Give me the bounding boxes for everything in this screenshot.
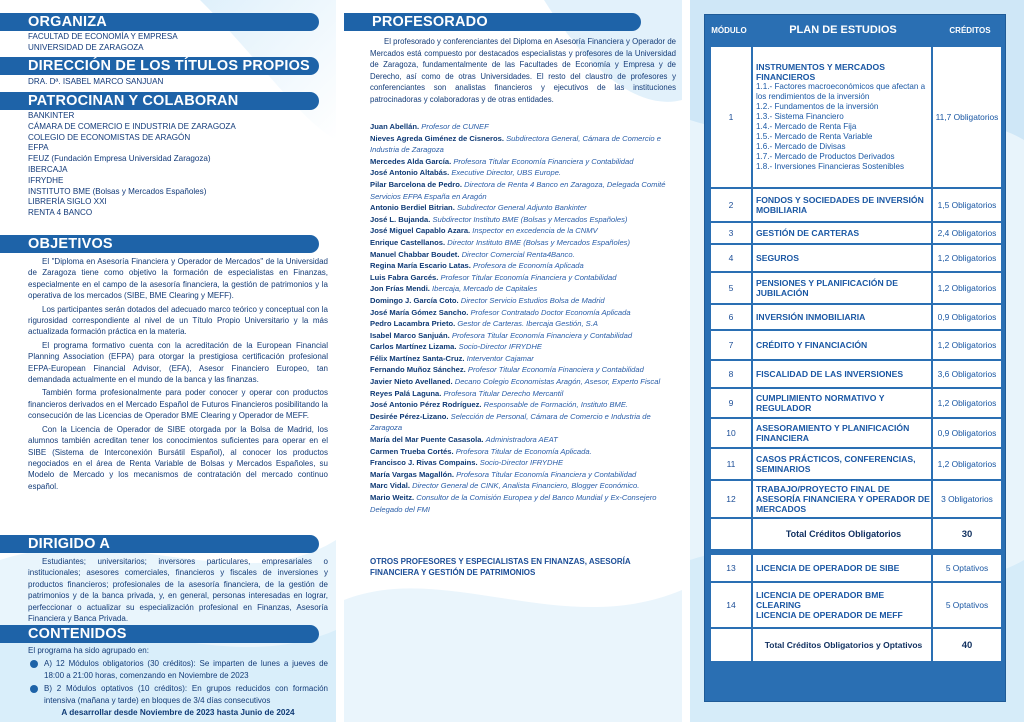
submodule-item: 1.4.- Mercado de Renta Fija	[756, 122, 857, 132]
sponsor-item: FEUZ (Fundación Empresa Universidad Zaragoza)	[28, 154, 211, 164]
contenidos-item	[28, 658, 328, 681]
module-number: 3	[711, 223, 751, 243]
module-title: ASESORAMIENTO Y PLANIFICACIÓN FINANCIERA	[753, 419, 931, 447]
professor-role: Director Servicio Estudios Bolsa de Madrid	[460, 295, 605, 305]
professor-name: José María Gómez Sancho.	[370, 307, 469, 317]
module-row	[711, 449, 1001, 479]
module-title: FISCALIDAD DE LAS INVERSIONES	[753, 361, 931, 387]
module-number: 14	[711, 583, 751, 627]
professor-entry	[370, 225, 676, 237]
professor-entry	[370, 446, 676, 458]
professor-role: Profesor Contratado Doctor Economía Aplicada	[470, 307, 631, 317]
module-title: CASOS PRÁCTICOS, CONFERENCIAS, SEMINARIOS	[753, 449, 931, 479]
module-row	[711, 361, 1001, 387]
header-creditos: CRÉDITOS	[949, 25, 991, 35]
professor-entry	[370, 492, 676, 515]
contenidos-item-text: B) 2 Módulos optativos (10 créditos): En grupos reducidos con formación intensiva (mañana y tarde) en bloques de 3/4 días consecutivos	[44, 684, 328, 705]
left-panel	[0, 0, 336, 722]
professor-entry	[370, 457, 676, 469]
professor-role: Gestor de Carteras. Ibercaja Gestión, S.A	[457, 319, 598, 329]
professor-entry	[370, 364, 676, 376]
professor-entry	[370, 480, 676, 492]
module-credits: 1,5 Obligatorios	[933, 189, 1001, 221]
contenidos-item	[28, 683, 328, 706]
module-number: 4	[711, 245, 751, 271]
total-all-row	[711, 629, 1001, 661]
organiza-heading: ORGANIZA	[0, 13, 319, 31]
module-credits: 1,2 Obligatorios	[933, 331, 1001, 359]
professor-entry	[370, 260, 676, 272]
professor-name: Carlos Martínez Lizama.	[370, 342, 457, 352]
module-row	[711, 481, 1001, 517]
module-title: FONDOS Y SOCIEDADES DE INVERSIÓN MOBILIARIA	[753, 189, 931, 221]
optativo-row	[711, 555, 1001, 581]
header-modulo: MÓDULO	[711, 25, 747, 35]
professor-role: Profesora de Economía Aplicada	[473, 261, 584, 271]
module-row	[711, 273, 1001, 303]
direccion-line: DRA. Dª. ISABEL MARCO SANJUAN	[28, 77, 164, 86]
module-title-text: INSTRUMENTOS Y MERCADOS FINANCIEROS	[756, 62, 885, 83]
professor-role: Profesora Titular Derecho Mercantil	[443, 388, 564, 398]
total-all-value: 40	[933, 629, 1001, 661]
professor-name: José L. Bujanda.	[370, 214, 431, 224]
submodule-item: 1.7.- Mercado de Productos Derivados	[756, 151, 895, 161]
module-credits: 1,2 Obligatorios	[933, 245, 1001, 271]
organiza-lines	[0, 31, 336, 57]
otros-profesores: OTROS PROFESORES Y ESPECIALISTAS EN FINANZAS, ASESORÍA FINANCIERA Y GESTIÓN DE PATRIMONIOS	[370, 557, 631, 577]
professor-entry	[370, 353, 676, 365]
direccion-lines	[0, 75, 336, 92]
submodule-item: 1.3.- Sistema Financiero	[756, 112, 844, 122]
contenidos-body	[0, 643, 336, 717]
sponsor-item: LIBRERÍA SIGLO XXI	[28, 197, 107, 207]
module-title: TRABAJO/PROYECTO FINAL DE ASESORÍA FINANCIERA Y OPERADOR DE MERCADOS	[753, 481, 931, 517]
professor-name: Jon Frías Mendi.	[370, 284, 430, 294]
study-plan-table	[704, 14, 1006, 702]
contenidos-footer: A desarrollar desde Noviembre de 2023 hasta Junio de 2024	[61, 708, 295, 718]
professor-name: José Miguel Capablo Azara.	[370, 226, 471, 236]
module-title: SEGUROS	[753, 245, 931, 271]
module-number: 5	[711, 273, 751, 303]
professor-entry	[370, 469, 676, 481]
module-number: 1	[711, 47, 751, 187]
module-title: LICENCIA DE OPERADOR BME CLEARING LICENCIA DE OPERADOR DE MEFF	[753, 583, 931, 627]
module-row	[711, 389, 1001, 417]
professor-role: Socio-Director IFRYDHE	[458, 342, 542, 352]
module-row	[711, 223, 1001, 243]
module-row	[711, 47, 1001, 187]
professor-role: Administradora AEAT	[485, 435, 558, 445]
submodule-item: 1.5.- Mercado de Renta Variable	[756, 131, 873, 141]
sponsor-item: CÁMARA DE COMERCIO E INDUSTRIA DE ZARAGOZA	[28, 121, 236, 131]
middle-panel	[344, 0, 682, 722]
professor-entry	[370, 330, 676, 342]
professor-name: Marc Vidal.	[370, 481, 410, 491]
professor-role: Subdirector Instituto BME (Bolsas y Mercados Españoles)	[432, 214, 628, 224]
professor-name: Félix Martínez Santa-Cruz.	[370, 353, 465, 363]
module-number: 7	[711, 331, 751, 359]
professor-entry	[370, 167, 676, 179]
profesorado-heading: PROFESORADO	[344, 13, 641, 31]
module-title: CUMPLIMIENTO NORMATIVO Y REGULADOR	[753, 389, 931, 417]
module-title: INVERSIÓN INMOBILIARIA	[753, 305, 931, 329]
professor-name: Luis Fabra Garcés.	[370, 272, 439, 282]
professor-name: Pilar Barcelona de Pedro.	[370, 179, 463, 189]
professor-entry	[370, 434, 676, 446]
professor-entry	[370, 272, 676, 284]
professor-role: Directora de Renta 4 Banco en Zaragoza, Delegada Comité Servicios EFPA España en Aragón	[370, 179, 666, 201]
professor-entry	[370, 295, 676, 307]
professor-name: José Antonio Altabás.	[370, 168, 450, 178]
professor-role: Interventor Cajamar	[466, 353, 534, 363]
patrocinan-heading: PATROCINAN Y COLABORAN	[0, 92, 319, 110]
module-credits: 1,2 Obligatorios	[933, 273, 1001, 303]
module-title: PENSIONES Y PLANIFICACIÓN DE JUBILACIÓN	[753, 273, 931, 303]
module-title	[753, 47, 931, 187]
organiza-line: FACULTAD DE ECONOMÍA Y EMPRESA	[28, 32, 178, 41]
sponsor-item: RENTA 4 BANCO	[28, 208, 93, 218]
module-credits: 0,9 Obligatorios	[933, 305, 1001, 329]
professor-name: Francisco J. Rivas Compains.	[370, 458, 478, 468]
professor-role: Executive Director, UBS Europe.	[451, 168, 562, 178]
professor-entry	[370, 399, 676, 411]
patrocinan-list	[0, 110, 336, 235]
total-obligatorios-row	[711, 519, 1001, 549]
professor-name: Isabel Marco Sanjuán.	[370, 330, 450, 340]
total-spacer	[711, 519, 751, 549]
module-number: 6	[711, 305, 751, 329]
module-row	[711, 245, 1001, 271]
submodule-item: 1.1.- Factores macroeconómicos que afectan a los rendimientos de la inversión	[756, 82, 926, 102]
module-credits: 3 Obligatorios	[933, 481, 1001, 517]
module-credits: 1,2 Obligatorios	[933, 449, 1001, 479]
module-number: 11	[711, 449, 751, 479]
professor-entry	[370, 237, 676, 249]
profesorado-intro: El profesorado y conferenciantes del Diploma en Asesoría Financiera y Operador de Mercados está compuesto por destacados especialistas y profesores de la Universidad de Zaragoza, fundamentalmente de las Facultades de Economía y Empresa y de Derecho, así como de otras Universidades. El resto del claustro de profesores y conferenciantes son analistas financieros y ejecutivos de las instituciones patrocinadoras y colaboradoras y de otras entidades.	[370, 37, 676, 104]
module-row	[711, 189, 1001, 221]
professor-name: Pedro Lacambra Prieto.	[370, 319, 456, 329]
module-credits: 1,2 Obligatorios	[933, 389, 1001, 417]
professor-entry	[370, 376, 676, 388]
module-title: LICENCIA DE OPERADOR DE SIBE	[753, 555, 931, 581]
professor-role: Responsable de Formación, Instituto BME.	[483, 400, 629, 410]
professor-role: Profesora Titular Economía Financiera y Contabilidad	[453, 156, 634, 166]
objetivos-body	[0, 253, 336, 535]
module-number: 13	[711, 555, 751, 581]
professor-role: Profesor Titular Economía Financiera y Contabilidad	[440, 272, 617, 282]
contenidos-intro: El programa ha sido agrupado en:	[28, 646, 149, 655]
professor-name: Mario Weitz.	[370, 493, 415, 502]
objetivos-paragraph: Con la Licencia de Operador de SIBE otorgada por la Bolsa de Madrid, los alumnos también acreditan tener los conocimientos suficientes para operar en el SIBE (Sistema de Interconexión Bursátil Español), al conocer los productos negociados en el área de Renta Variable de Bolsas y Mercados Españoles, su Modelo de Mercado y los mecanismos de contratación del mercado continuo español.	[28, 424, 328, 491]
direccion-heading: DIRECCIÓN DE LOS TÍTULOS PROPIOS	[0, 57, 319, 75]
objetivos-paragraph: El "Diploma en Asesoría Financiera y Operador de Mercados" de la Universidad de Zaragoza tiene como objetivo la formación de especialistas en Finanzas, especialmente en el campo de la asesoría financiera, la gestión de patrimonios y la operativa de los mercados (SIBE, BME Clearing y MEFF).	[28, 257, 328, 301]
professor-entry	[370, 121, 676, 133]
module-row	[711, 419, 1001, 447]
optativo-row	[711, 583, 1001, 627]
dirigido-heading: DIRIGIDO A	[0, 535, 319, 553]
professor-name: Nieves Agreda Giménez de Cisneros.	[370, 133, 504, 143]
professor-role: Profesora Titular Economía Financiera y Contabilidad	[456, 469, 637, 479]
professor-role: Profesor Titular Economía Financiera y Contabilidad	[467, 365, 644, 375]
professor-name: Regina María Escario Latas.	[370, 261, 471, 271]
professor-name: Carmen Trueba Cortés.	[370, 446, 454, 456]
professor-role: Inspector en excedencia de la CNMV	[472, 226, 598, 236]
professor-name: Javier Nieto Avellaned.	[370, 377, 453, 387]
professor-entry	[370, 179, 676, 202]
module-credits: 2,4 Obligatorios	[933, 223, 1001, 243]
organiza-line: UNIVERSIDAD DE ZARAGOZA	[28, 42, 144, 52]
professor-name: Enrique Castellanos.	[370, 237, 446, 247]
submodule-item: 1.2.- Fundamentos de la inversión	[756, 102, 879, 112]
module-number: 10	[711, 419, 751, 447]
professor-role: Director Comercial Renta4Banco.	[461, 249, 575, 259]
objetivos-paragraph: También forma profesionalmente para poder conocer y operar con productos financieros derivados en el Mercado Español de Futuros Financieros posibilitando la consecución de las Licencias de Operador BME Clearing y Operador de MEFF.	[28, 388, 328, 421]
professor-name: María del Mar Puente Casasola.	[370, 435, 484, 445]
professor-role: Director Instituto BME (Bolsas y Mercados Españoles)	[447, 237, 630, 247]
professor-role: Consultor de la Comisión Europea y del Banco Mundial y Ex-Consejero Delegado del FMI	[370, 493, 657, 514]
professor-entry	[370, 307, 676, 319]
professor-name: Antonio Berdiel Bitrian.	[370, 203, 455, 213]
contenidos-heading: CONTENIDOS	[0, 625, 319, 643]
professor-entry	[370, 283, 676, 295]
professor-name: Manuel Chabbar Boudet.	[370, 249, 460, 259]
module-title: GESTIÓN DE CARTERAS	[753, 223, 931, 243]
professor-entry	[370, 214, 676, 226]
module-credits: 0,9 Obligatorios	[933, 419, 1001, 447]
professor-role: Decano Colegio Economistas Aragón, Asesor, Experto Fiscal	[454, 377, 661, 387]
professor-role: Profesor de CUNEF	[421, 122, 489, 131]
objetivos-heading: OBJETIVOS	[0, 235, 319, 253]
module-credits: 3,6 Obligatorios	[933, 361, 1001, 387]
professor-name: Fernando Muñoz Sánchez.	[370, 365, 466, 375]
module-credits: 11,7 Obligatorios	[933, 47, 1001, 187]
professor-entry	[370, 133, 676, 156]
sponsor-item: INSTITUTO BME (Bolsas y Mercados Españoles)	[28, 186, 207, 196]
professor-role: Subdirector General Adjunto Bankinter	[456, 203, 587, 213]
professor-name: Domingo J. García Coto.	[370, 295, 459, 305]
module-title: CRÉDITO Y FINANCIACIÓN	[753, 331, 931, 359]
professor-name: Mercedes Alda García.	[370, 156, 452, 166]
sponsor-item: EFPA	[28, 143, 49, 153]
sponsor-item: COLEGIO DE ECONOMISTAS DE ARAGÓN	[28, 132, 191, 142]
submodule-item: 1.8.- Inversiones Financieras Sostenibles	[756, 161, 905, 171]
module-row	[711, 331, 1001, 359]
header-plan: PLAN DE ESTUDIOS	[789, 24, 897, 36]
total-obligatorios-value: 30	[933, 519, 1001, 549]
total-obligatorios-label: Total Créditos Obligatorios	[753, 519, 931, 549]
professor-role: Profesora Titular de Economía Aplicada.	[455, 446, 592, 456]
professor-role: Director General de CINK, Analista Financiero, Blogger Económico.	[412, 481, 640, 491]
professor-entry	[370, 318, 676, 330]
professors-list	[344, 121, 682, 515]
professor-entry	[370, 341, 676, 353]
dirigido-text: Estudiantes; universitarios; inversores particulares, empresariales o institucionales; asesores comerciales, financieros y fiscales de inversiones y productos financieros; profesionales de la asesoría financiera, de la gestión de patrimonios y de la banca privada, y, en general, personas interesadas en lograr, perfeccionar o actualizar su especialización profesional en Finanzas, Asesoría Financiera y Banca Privada.	[28, 557, 328, 624]
professor-role: Subdirectora General, Cámara de Comercio e Industria de Zaragoza	[370, 133, 661, 155]
professor-entry	[370, 411, 676, 434]
module-number: 12	[711, 481, 751, 517]
sponsor-item: IBERCAJA	[28, 164, 68, 174]
professor-role: Profesora Titular Economía Financiera y Contabilidad	[451, 330, 633, 340]
professor-entry	[370, 202, 676, 214]
module-number: 9	[711, 389, 751, 417]
professor-entry	[370, 249, 676, 261]
sponsor-item: BANKINTER	[28, 111, 75, 120]
right-panel	[690, 0, 1024, 722]
module-credits: 5 Optativos	[933, 555, 1001, 581]
professor-entry	[370, 388, 676, 400]
professor-name: María Vargas Magallón.	[370, 469, 454, 479]
module-credits: 5 Optativos	[933, 583, 1001, 627]
professor-name: Desirée Pérez-Lizano.	[370, 411, 449, 421]
sponsor-item: IFRYDHE	[28, 175, 64, 185]
professor-role: Socio-Director IFRYDHE	[479, 458, 564, 468]
dirigido-body	[0, 553, 336, 625]
module-row	[711, 305, 1001, 329]
professor-entry	[370, 156, 676, 168]
objetivos-paragraph: El programa formativo cuenta con la acreditación de la European Financial Planning Association (EFPA) para otorgar la prestigiosa certificación profesional EFPA-European Financial Advisor, (EFA), Asesor Financiero Europeo, tan demandada actualmente en el mundo de la banca y las finanzas.	[28, 340, 328, 385]
module-number: 8	[711, 361, 751, 387]
submodule-item: 1.6.- Mercado de Divisas	[756, 141, 846, 151]
professor-name: José Antonio Pérez Rodríguez.	[370, 400, 482, 410]
total-all-label: Total Créditos Obligatorios y Optativos	[753, 629, 931, 661]
objetivos-paragraph: Los participantes serán dotados del adecuado marco teórico y conceptual con la rigurosidad correspondiente al nivel de un Título Propio Universitario y la más actualizada formación práctica en la materia.	[28, 304, 328, 337]
total-spacer	[711, 629, 751, 661]
professor-name: Reyes Palá Laguna.	[370, 388, 442, 398]
professor-name: Juan Abellán.	[370, 122, 420, 131]
professor-role: Selección de Personal, Cámara de Comercio e Industria de Zaragoza	[370, 411, 651, 433]
contenidos-item-text: A) 12 Módulos obligatorios (30 créditos): Se imparten de lunes a jueves de 18:00 a 21:00 horas, comenzando en Noviembre de 2023	[44, 659, 328, 680]
module-number: 2	[711, 189, 751, 221]
professor-role: Ibercaja, Mercado de Capitales	[432, 284, 538, 294]
